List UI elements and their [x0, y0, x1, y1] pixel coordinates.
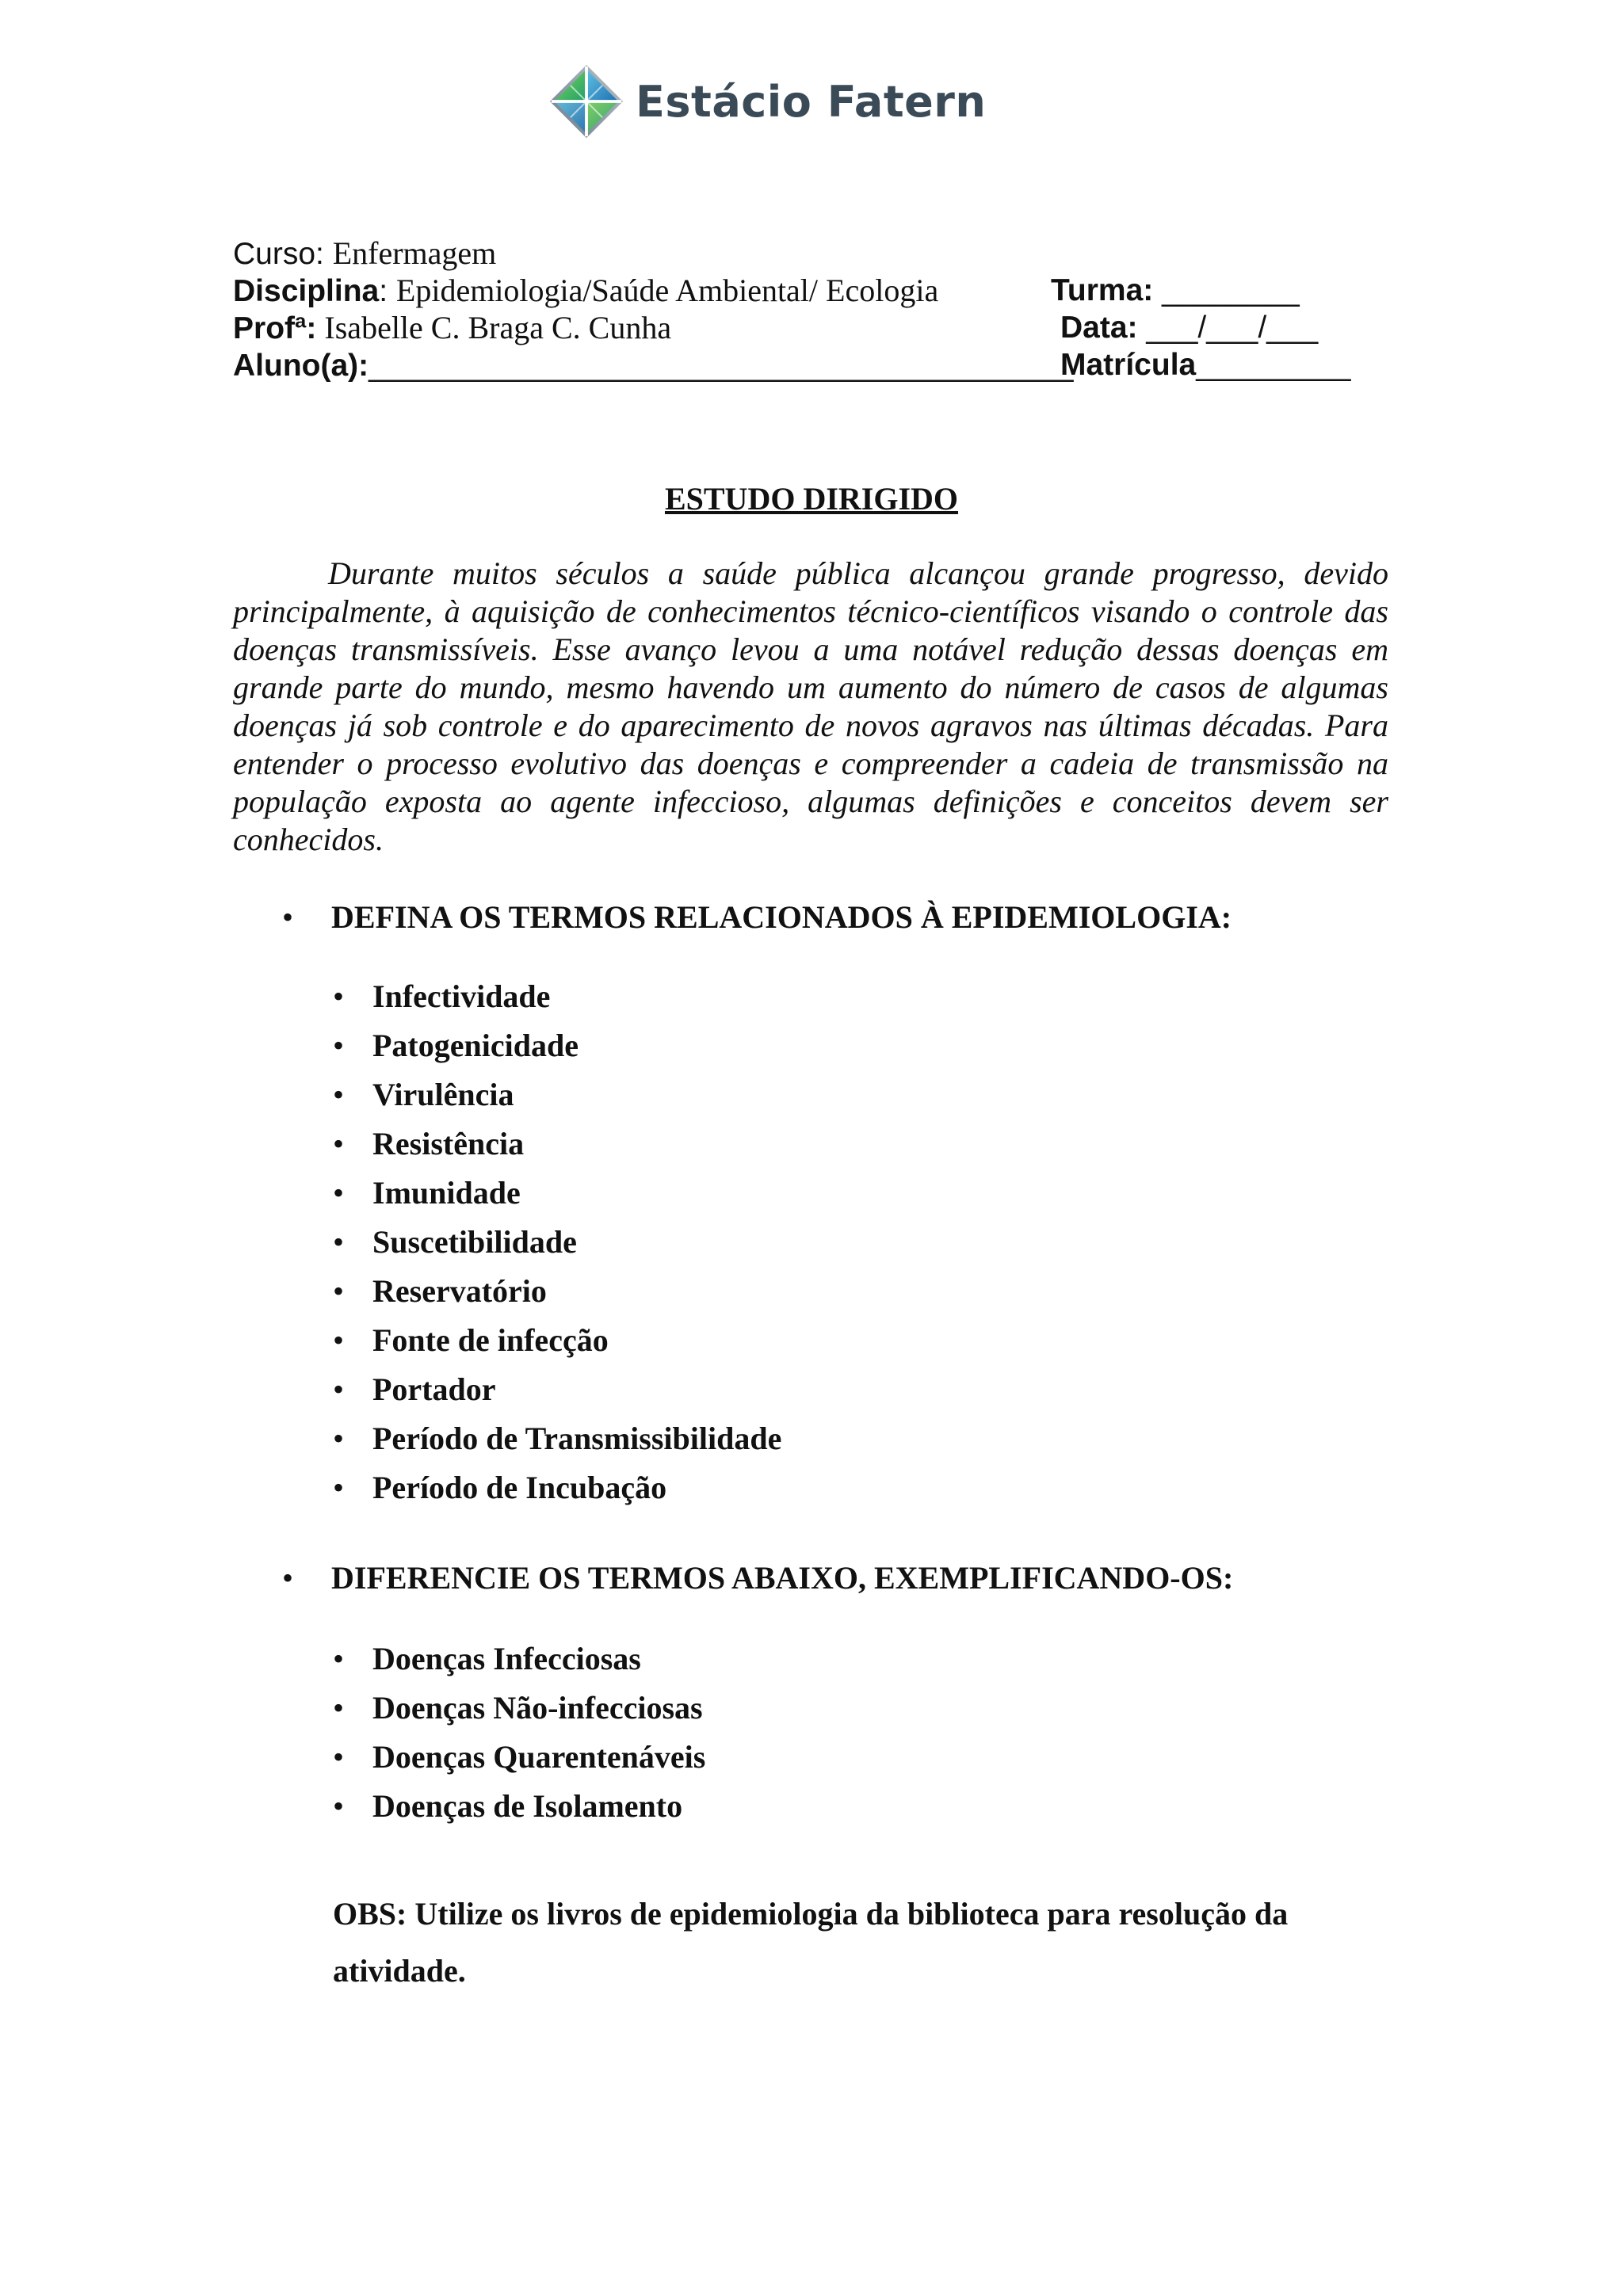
aluno-row — [233, 346, 1073, 385]
bullet-marker: • — [333, 1788, 345, 1824]
diamond-grid-icon — [548, 63, 624, 139]
list-item-text: Fonte de infecção — [372, 1322, 609, 1358]
disciplina-label: Disciplina — [233, 274, 380, 308]
curso-row — [233, 235, 496, 273]
turma-blank-line: ________ — [1153, 273, 1300, 307]
curso-label: Curso — [233, 237, 316, 271]
turma-field — [1051, 272, 1300, 310]
bullet-marker: • — [333, 1077, 345, 1112]
curso-separator: : — [315, 237, 333, 271]
bullet-marker: • — [282, 1560, 294, 1596]
prof-label: Profª: — [233, 311, 317, 345]
obs-note: OBS: Utilize os livros de epidemiologia da biblioteca para resolução da atividade. — [333, 1896, 1289, 1989]
list-item-text: Doenças de Isolamento — [372, 1788, 683, 1824]
matricula-blank-line: _________ — [1196, 348, 1351, 382]
bullet-marker: • — [333, 1371, 345, 1407]
bullet-marker: • — [333, 1421, 345, 1456]
document-title: ESTUDO DIRIGIDO — [664, 481, 959, 517]
turma-label: Turma: — [1051, 273, 1154, 307]
prof-row — [233, 309, 671, 348]
institution-logo — [548, 63, 986, 139]
disciplina-row — [233, 272, 938, 311]
matricula-field — [1060, 346, 1350, 384]
list-item-text: Reservatório — [372, 1273, 547, 1309]
disciplina-separator: : — [379, 274, 396, 308]
list-item-text: Doenças Quarentenáveis — [372, 1739, 706, 1775]
bullet-marker: • — [333, 1126, 345, 1161]
bullet-marker: • — [333, 1690, 345, 1726]
list-item-text: Doenças Infecciosas — [372, 1641, 641, 1676]
bullet-marker: • — [333, 1028, 345, 1063]
data-label: Data: — [1060, 311, 1138, 345]
bullet-marker: • — [333, 1322, 345, 1358]
disciplina-value: Epidemiologia/Saúde Ambiental/ Ecologia — [395, 273, 939, 308]
bullet-marker: • — [282, 899, 294, 935]
bullet-marker: • — [333, 1175, 345, 1211]
list-item-text: Virulência — [372, 1077, 514, 1112]
list-item-text: Período de Transmissibilidade — [372, 1421, 782, 1456]
list-item-text: Período de Incubação — [372, 1470, 667, 1505]
section-heading-text: DEFINA OS TERMOS RELACIONADOS À EPIDEMIOLOGIA: — [331, 899, 1232, 935]
bullet-marker: • — [333, 1470, 345, 1505]
bullet-marker: • — [333, 1739, 345, 1775]
list-item-text: Infectividade — [372, 978, 551, 1014]
list-item-text: Portador — [372, 1371, 496, 1407]
list-item-text: Suscetibilidade — [372, 1224, 577, 1260]
aluno-blank-line: _________________________________________ — [369, 349, 1074, 383]
bullet-marker: • — [333, 978, 345, 1014]
bullet-marker: • — [333, 1224, 345, 1260]
data-field — [1060, 309, 1318, 347]
matricula-label: Matrícula — [1060, 348, 1197, 382]
prof-value: Isabelle C. Braga C. Cunha — [316, 310, 672, 345]
section-heading-text: DIFERENCIE OS TERMOS ABAIXO, EXEMPLIFICANDO-OS: — [331, 1560, 1234, 1596]
bullet-marker: • — [333, 1641, 345, 1676]
logo-text: Estácio Fatern — [636, 76, 987, 127]
bullet-marker: • — [333, 1273, 345, 1309]
data-blank-line: ___/___/___ — [1137, 311, 1319, 345]
intro-paragraph: Durante muitos séculos a saúde pública alcançou grande progresso, devido principalmente, à aquisição de conhecimentos técnico-científicos visando o controle das doenças transmissíveis. Esse avanço levou a uma notável redução dessas doenças em grande parte do mundo, mesmo havendo um aumento do número de casos de algumas doenças já sob controle e do aparecimento de novos agravos nas últimas décadas. Para entender o processo evolutivo das doenças e compreender a cadeia de transmissão na população exposta ao agente infeccioso, algumas definições e conceitos devem ser conhecidos. — [233, 555, 1388, 857]
curso-value: Enfermagem — [332, 235, 497, 271]
list-item-text: Resistência — [372, 1126, 525, 1161]
aluno-label: Aluno(a): — [233, 349, 369, 383]
list-item-text: Imunidade — [372, 1175, 521, 1211]
list-item-text: Doenças Não-infecciosas — [372, 1690, 703, 1726]
list-item-text: Patogenicidade — [372, 1028, 579, 1063]
